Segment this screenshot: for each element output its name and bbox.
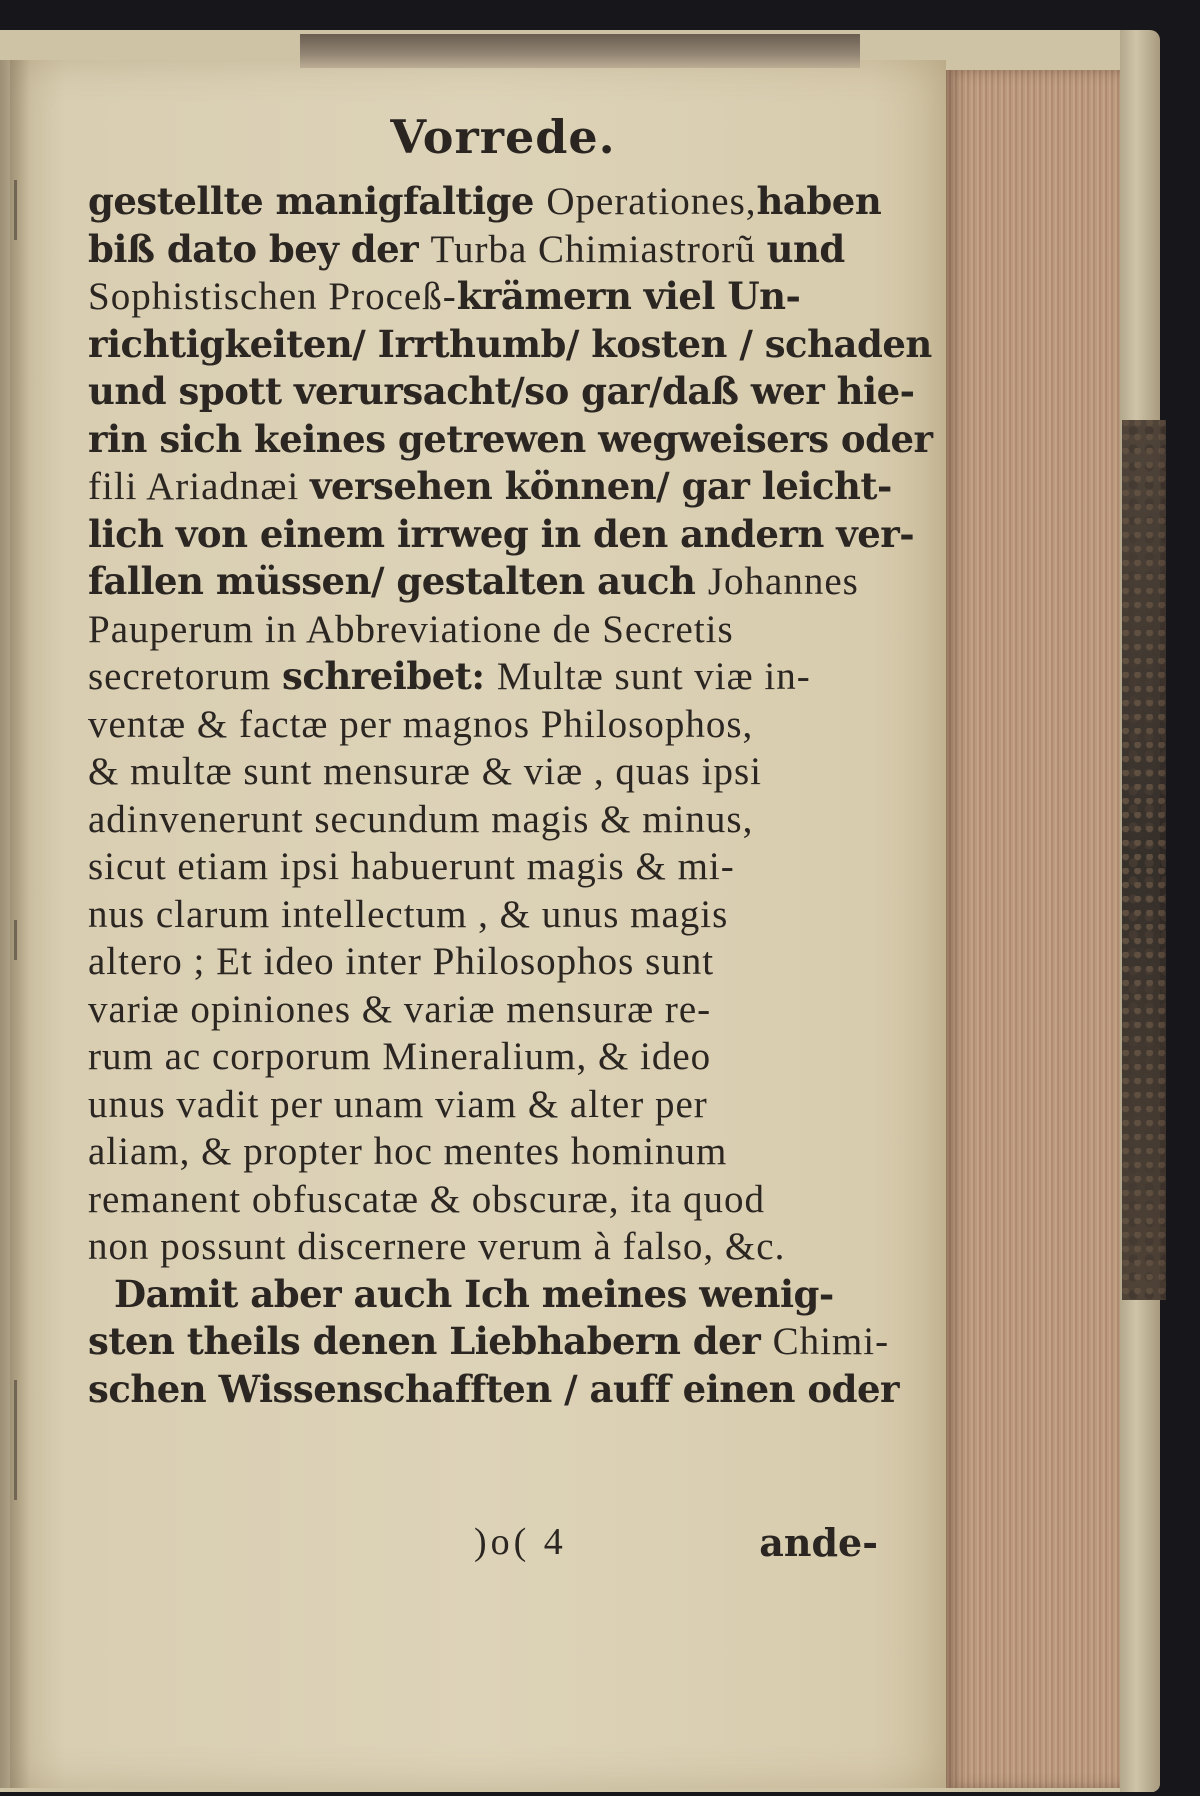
roman-text: Multæ sunt viæ in- <box>496 655 811 698</box>
roman-text: Operationes, <box>546 180 757 223</box>
blackletter-text: fallen müssen/ gestalten auch <box>88 559 708 603</box>
page-footer <box>88 1520 878 1570</box>
text-line <box>88 796 878 844</box>
text-line <box>88 368 915 416</box>
blackletter-text: sten theils denen Liebhabern der <box>88 1319 773 1363</box>
text-line <box>88 653 878 701</box>
roman-text: non possunt discernere verum à falso, &c. <box>88 1225 786 1268</box>
text-line <box>88 1176 878 1224</box>
text-line <box>88 416 933 464</box>
roman-text: Johannes <box>707 560 859 603</box>
roman-text: altero ; Et ideo inter Philosophos sunt <box>88 940 715 983</box>
text-line <box>88 511 915 559</box>
roman-text: secretorum <box>88 655 283 698</box>
text-line <box>88 321 932 369</box>
roman-text: variæ opiniones & variæ mensuræ re- <box>88 987 712 1031</box>
roman-text: remanent obfuscatæ & obscuræ, ita quod <box>88 1177 766 1221</box>
roman-text: adinvenerunt secundum magis & minus, <box>88 797 754 841</box>
margin-mark <box>14 920 17 960</box>
blackletter-text: versehen können/ gar leicht- <box>310 464 892 508</box>
blackletter-text: und <box>766 226 845 271</box>
text-line <box>88 273 878 321</box>
roman-text: Chimi- <box>772 1320 890 1363</box>
text-line <box>88 226 878 274</box>
roman-text: sicut etiam ipsi habuerunt magis & mi- <box>88 845 735 888</box>
text-block <box>88 110 933 1413</box>
running-header: Vorrede. <box>390 110 616 164</box>
text-line <box>88 938 878 986</box>
roman-text: fili Ariadnæi <box>88 465 310 508</box>
body-text <box>88 178 933 1413</box>
roman-text: rum ac corporum Mineralium, & ideo <box>88 1035 712 1078</box>
text-line <box>88 1128 878 1176</box>
roman-text: Turba Chimiastrorũ <box>430 227 767 271</box>
blackletter-text: haben <box>756 179 882 223</box>
blackletter-text: krämern viel Un- <box>456 274 801 318</box>
blackletter-text: rin sich keines getrewen wegweisers oder <box>88 416 933 461</box>
blackletter-text: Damit aber auch Ich meines wenig- <box>114 1271 834 1316</box>
roman-text: unus vadit per unam viam & alter per <box>88 1082 708 1126</box>
text-line <box>88 178 882 226</box>
roman-text: ventæ & factæ per magnos Philosophos, <box>88 702 754 746</box>
text-line <box>88 891 878 939</box>
text-line <box>88 748 878 796</box>
page-fore-edge <box>946 70 1122 1788</box>
page-top-shadow <box>300 34 860 68</box>
text-line <box>88 1081 878 1129</box>
catchword: ande- <box>759 1520 878 1565</box>
roman-text: Sophistischen <box>88 275 329 318</box>
text-line <box>88 606 878 654</box>
text-line <box>88 701 878 749</box>
text-line <box>88 558 878 606</box>
blackletter-text: lich von einem irrweg in den andern ver- <box>88 511 915 556</box>
signature-mark: )o( 4 <box>474 1521 567 1563</box>
text-line <box>88 1033 878 1081</box>
roman-text: nus clarum intellectum , & unus magis <box>88 892 729 936</box>
blackletter-text: schen Wissenschafften / auff einen oder <box>88 1366 900 1411</box>
roman-text: & multæ sunt mensuræ & viæ , quas ipsi <box>88 750 762 793</box>
margin-mark <box>14 180 17 240</box>
margin-mark <box>14 1380 17 1500</box>
roman-text: Proceß- <box>328 275 457 318</box>
text-line <box>88 1366 900 1414</box>
text-line <box>88 1318 890 1366</box>
text-line <box>88 986 878 1034</box>
marbled-cover <box>1122 420 1166 1300</box>
text-line <box>88 1223 878 1271</box>
blackletter-text: richtigkeiten/ Irrthumb/ kosten / schaden <box>88 321 932 366</box>
blackletter-text: biß dato bey der <box>88 226 431 271</box>
blackletter-text: gestellte manigfaltige <box>88 179 547 223</box>
blackletter-text: und spott verursacht/so gar/daß wer hie- <box>88 369 915 413</box>
text-line <box>88 1271 878 1319</box>
text-line <box>88 463 892 511</box>
roman-text: aliam, & propter hoc mentes hominum <box>88 1130 728 1173</box>
roman-text: Pauperum in Abbreviatione de Secretis <box>88 607 734 651</box>
text-line <box>88 843 878 891</box>
blackletter-text: schreibet: <box>282 654 497 698</box>
